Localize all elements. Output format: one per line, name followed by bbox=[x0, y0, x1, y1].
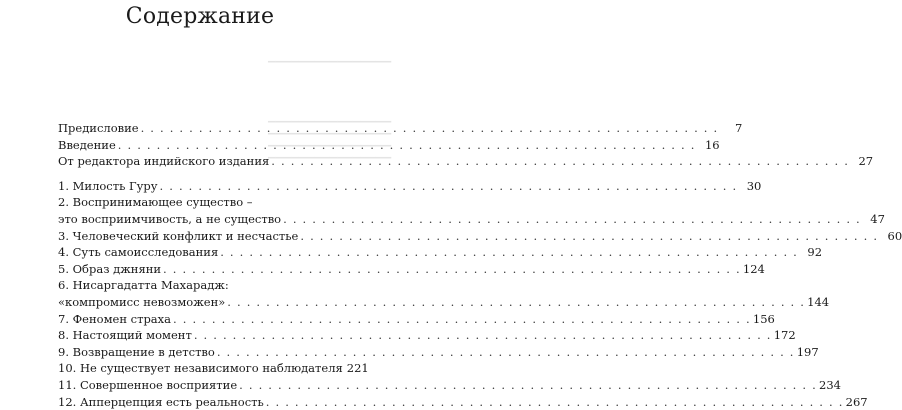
toc-page-number: 221 bbox=[347, 360, 369, 377]
dot-leader bbox=[283, 211, 861, 228]
toc-entry-label: 8. Настоящий момент bbox=[58, 327, 192, 344]
toc-entry-label: 5. Образ джняни bbox=[58, 261, 161, 278]
dot-leader bbox=[300, 228, 878, 245]
toc-entry-chapter-7[interactable] bbox=[58, 311, 344, 328]
dot-leader bbox=[173, 311, 751, 328]
dot-leader bbox=[271, 153, 849, 170]
toc-entry-label: 9. Возвращение в детство bbox=[58, 344, 215, 361]
toc-page-number: 16 bbox=[698, 137, 720, 154]
dot-leader bbox=[194, 327, 772, 344]
dot-leader bbox=[141, 120, 719, 137]
toc-entry-label: 3. Человеческий конфликт и несчастье bbox=[58, 228, 298, 245]
toc-entry-label: Предисловие bbox=[58, 120, 139, 137]
dot-leader bbox=[217, 344, 795, 361]
toc-page-number: 47 bbox=[863, 211, 885, 228]
show-through-text: ▁▁▁▁▁▁▁▁▁▁▁▁▁▁▁▁ bbox=[268, 136, 391, 147]
toc-entry-label: От редактора индийского издания bbox=[58, 153, 269, 170]
toc-entry-label: это восприимчивость, а не существо bbox=[58, 211, 281, 228]
toc-page-number: 124 bbox=[743, 261, 765, 278]
toc-entry-intro[interactable] bbox=[58, 137, 344, 154]
toc-entry-chapter-2-line-1[interactable] bbox=[58, 194, 344, 211]
toc-entry-label: 12. Апперцепция есть реальность bbox=[58, 394, 264, 410]
toc-entry-label: 7. Феномен страха bbox=[58, 311, 171, 328]
dot-leader bbox=[266, 394, 844, 410]
dot-leader bbox=[163, 261, 741, 278]
toc-entry-chapter-1[interactable] bbox=[58, 178, 344, 195]
toc-page-number: 30 bbox=[739, 178, 761, 195]
toc-page-number: 144 bbox=[807, 294, 829, 311]
table-of-contents bbox=[58, 120, 344, 410]
show-through-text: ▁▁▁▁▁▁▁▁▁▁▁▁▁▁▁▁ bbox=[268, 124, 391, 135]
dot-leader bbox=[118, 137, 696, 154]
toc-entry-chapter-5[interactable] bbox=[58, 261, 344, 278]
toc-page-number: 156 bbox=[753, 311, 775, 328]
toc-entry-preface[interactable] bbox=[58, 120, 344, 137]
toc-page-number: 92 bbox=[800, 244, 822, 261]
show-through-text: ▁▁▁▁▁▁▁▁▁▁▁▁▁▁▁▁ bbox=[268, 148, 391, 159]
page-title: Содержание bbox=[0, 2, 400, 32]
toc-page-number: 60 bbox=[880, 228, 902, 245]
toc-page-number: 197 bbox=[797, 344, 819, 361]
toc-entry-chapter-6-line-1[interactable] bbox=[58, 277, 344, 294]
toc-entry-label: 11. Совершенное восприятие bbox=[58, 377, 237, 394]
toc-page-number: 172 bbox=[774, 327, 796, 344]
show-through-text: ▁▁▁▁▁▁▁▁▁▁▁▁▁▁▁▁ bbox=[268, 52, 391, 63]
show-through-text: ▁▁▁▁▁▁▁▁▁▁▁▁▁▁▁▁ bbox=[268, 112, 391, 123]
dot-leader bbox=[160, 178, 738, 195]
toc-page-number: 7 bbox=[720, 120, 742, 137]
toc-page-number: 27 bbox=[851, 153, 873, 170]
toc-entry-chapter-9[interactable] bbox=[58, 344, 344, 361]
toc-entry-chapter-6-line-2[interactable] bbox=[58, 294, 344, 311]
toc-entry-chapter-2-line-2[interactable] bbox=[58, 211, 344, 228]
toc-entry-label: 6. Нисаргадатта Махарадж: bbox=[58, 277, 229, 294]
dot-leader bbox=[220, 244, 798, 261]
toc-entry-chapter-10[interactable] bbox=[58, 360, 344, 377]
dot-leader bbox=[227, 294, 805, 311]
toc-entry-label: «компромисс невозможен» bbox=[58, 294, 225, 311]
toc-entry-chapter-8[interactable] bbox=[58, 327, 344, 344]
toc-entry-label: 10. Не существует независимого наблюдателя bbox=[58, 360, 343, 377]
toc-entry-chapter-4[interactable] bbox=[58, 244, 344, 261]
toc-entry-label: 2. Воспринимающее существо – bbox=[58, 194, 253, 211]
toc-entry-chapter-11[interactable] bbox=[58, 377, 344, 394]
toc-entry-label: 1. Милость Гуру bbox=[58, 178, 158, 195]
toc-entry-chapter-3[interactable] bbox=[58, 228, 344, 245]
toc-entry-label: 4. Суть самоисследования bbox=[58, 244, 218, 261]
toc-entry-editor[interactable] bbox=[58, 153, 344, 170]
book-page bbox=[0, 0, 400, 400]
toc-entry-chapter-12[interactable] bbox=[58, 394, 344, 410]
toc-entry-label: Введение bbox=[58, 137, 116, 154]
dot-leader bbox=[239, 377, 817, 394]
toc-page-number: 234 bbox=[819, 377, 841, 394]
toc-page-number: 267 bbox=[846, 394, 868, 410]
